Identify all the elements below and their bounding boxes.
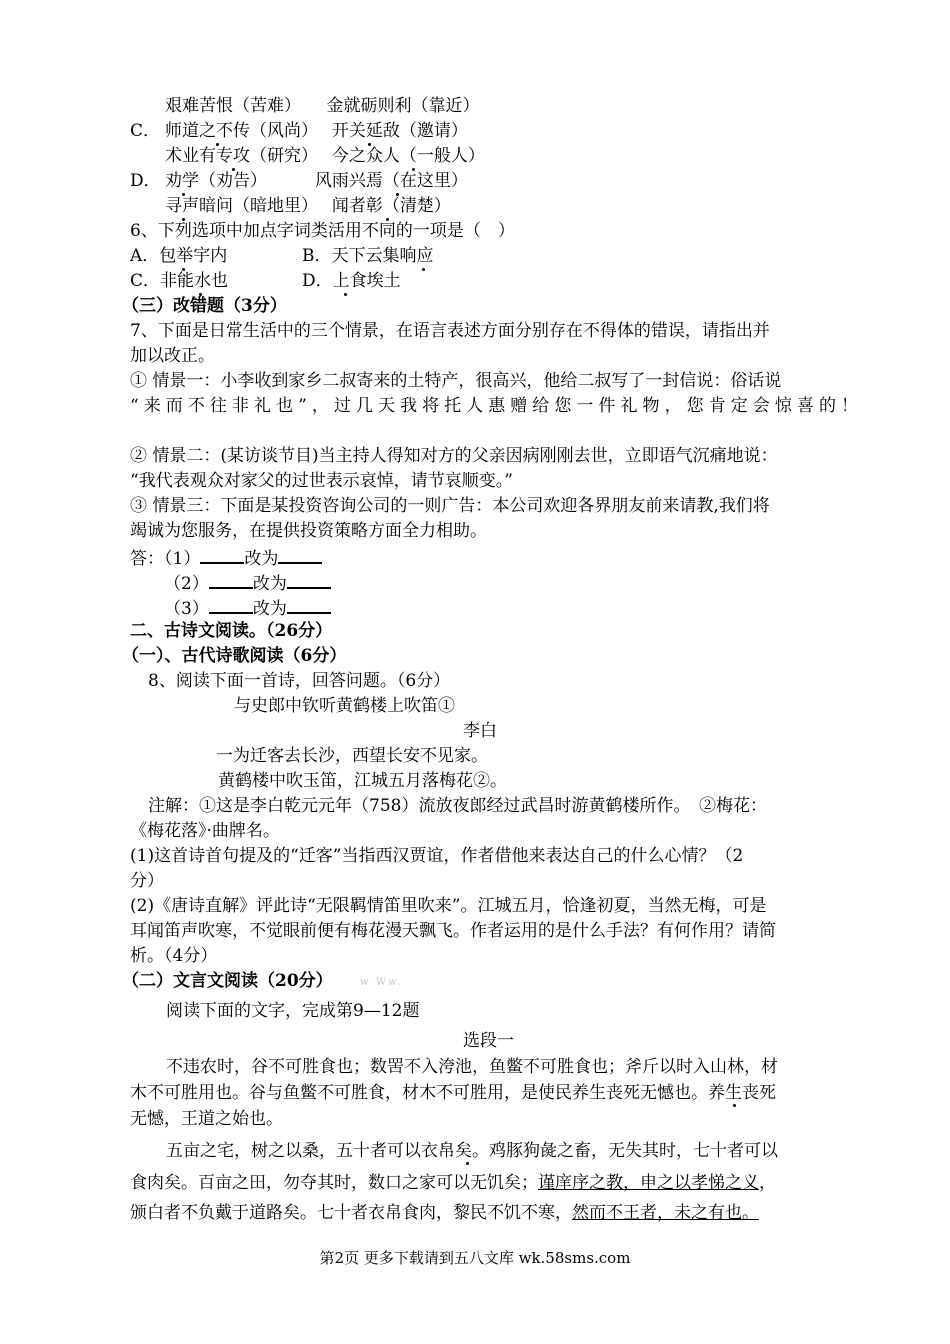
emphasis-dot — [216, 143, 219, 146]
q8-sub2-line1: (2)《唐诗直解》评此诗“无限羁情笛里吹来”。江城五月，恰逢初夏，当然无梅，可是 — [130, 896, 767, 916]
q6-stem: 6、下列选项中加点字词类活用不同的一项是（ ） — [130, 221, 515, 241]
q7-answer-row-3 — [164, 594, 331, 621]
q5-option-c-row2: 术业有专攻（研究） 今之众人（一般人） — [165, 146, 485, 166]
poem-title: 与史郎中钦听黄鹤楼上吹笛① — [234, 696, 455, 716]
answer-blank[interactable] — [287, 594, 331, 614]
prose-p2-line3-text: 颁白者不负戴于道路矣。七十者衣帛食肉，黎民不饥不寒， — [130, 1203, 572, 1223]
emphasis-dot — [368, 143, 371, 146]
q6-option-a: A．包举宇内 — [130, 246, 228, 266]
poem-author: 李白 — [463, 721, 497, 741]
prose-p2-line1: 五亩之宅，树之以桑，五十者可以衣帛矣。鸡豚狗彘之畜，无失其时，七十者可以 — [166, 1141, 778, 1161]
emphasis-dot — [466, 1162, 469, 1165]
q7-answer-row-2 — [164, 569, 331, 596]
prose-section-title: （二）文言文阅读（20分） — [122, 971, 333, 991]
answer-number: （3） — [164, 599, 209, 619]
prose-p2-line2-text: 食肉矣。百亩之田，勿夺其时，数口之家可以无饥矣； — [130, 1173, 538, 1193]
poem-line-1: 一为迁客去长沙，西望长安不见家。 — [216, 746, 488, 766]
emphasis-dot — [344, 293, 347, 296]
emphasis-dot — [412, 168, 415, 171]
emphasis-dot — [232, 168, 235, 171]
q8-sub2-line2: 耳闻笛声吹寒，不觉眼前便有梅花漫天飘飞。作者运用的是什么手法？有何作用？请简 — [130, 921, 776, 941]
q5-option-d-row2: 寻声暗问（暗地里） 闻者彰（清楚） — [165, 196, 451, 216]
part2-title: 二、古诗文阅读。（26分） — [130, 621, 333, 641]
q8-sub1-line2: 分） — [130, 871, 164, 891]
poem-note-line1: 注解：①这是李白乾元元年（758）流放夜郎经过武昌时游黄鹤楼所作。 ②梅花： — [148, 796, 767, 816]
q7-scenario1-line2: “来而不往非礼也”，过几天我将托人惠赠给您一件礼物，您肯定会惊喜的！ — [130, 396, 858, 416]
prose-p1-line3: 无憾，王道之始也。 — [130, 1109, 283, 1129]
q8-stem: 8、阅读下面一首诗，回答问题。（6分） — [148, 671, 451, 691]
prose-intro: 阅读下面的文字，完成第9—12题 — [166, 1001, 420, 1021]
answer-blank[interactable] — [209, 594, 253, 614]
q8-sub1-line1: (1)这首诗首句提及的“迁客”当指西汉贾谊，作者借他来表达自己的什么心情？（2 — [130, 846, 744, 866]
q8-sub2-line3: 析。（4分） — [130, 946, 218, 966]
q5-option-d-row1: 劝学（劝告） 风雨兴焉（在这里） — [165, 171, 468, 191]
q5-option-b-row2: 艰难苦恨（苦难） 金就砺则利（靠近） — [165, 96, 480, 116]
q7-scenario2-line2: “我代表观众对家父的过世表示哀悼，请节哀顺变。” — [130, 471, 513, 491]
emphasis-dot — [733, 1104, 736, 1107]
q7-stem-line1: 7、下面是日常生活中的三个情景，在语言表述方面分别存在不得体的错误，请指出并 — [130, 321, 770, 341]
answer-number: （1） — [164, 549, 201, 569]
poem-section-title: （一）、古代诗歌阅读（6分） — [122, 646, 347, 666]
change-to-label: 改为 — [244, 549, 279, 569]
answer-label: 答： — [130, 549, 164, 569]
q7-scenario3-line1: ③ 情景三：下面是某投资咨询公司的一则广告：本公司欢迎各界朋友前来请教,我们将 — [130, 496, 770, 516]
prose-p1-line2: 木不可胜用也。谷与鱼鳖不可胜食，材木不可胜用，是使民养生丧死无憾也。养生丧死 — [130, 1083, 776, 1103]
q7-scenario3-line2: 竭诚为您服务，在提供投资策略方面全力相助。 — [130, 521, 487, 541]
answer-blank[interactable] — [200, 544, 244, 564]
answer-blank[interactable] — [209, 569, 253, 589]
emphasis-dot — [182, 193, 185, 196]
change-to-label: 改为 — [252, 574, 287, 594]
q5-option-c-row1: 师道之不传（风尚） 开关延敌（邀请） — [165, 121, 468, 141]
q5-option-d-label: D． — [130, 171, 161, 191]
q7-scenario1-line1: ① 情景一：小李收到家乡二叔寄来的土特产，很高兴，他给二叔写了一封信说：俗话说 — [130, 371, 782, 391]
watermark: w Ww. — [360, 977, 403, 988]
answer-number: （2） — [164, 574, 209, 594]
prose-p2-line2-end: ， — [759, 1173, 776, 1193]
page-footer: 第2页 更多下载请到五八文库 wk.58sms.com — [319, 1249, 631, 1267]
q5-option-c-label: C． — [130, 121, 161, 141]
q7-scenario2-line1: ② 情景二：(某访谈节目)当主持人得知对方的父亲因病刚刚去世，立即语气沉痛地说： — [130, 446, 778, 466]
underlined-sentence: 谨庠序之教，申之以孝悌之义 — [538, 1173, 759, 1193]
prose-p1-line1: 不违农时，谷不可胜食也；数罟不入洿池，鱼鳖不可胜食也；斧斤以时入山林，材 — [166, 1057, 778, 1077]
q6-option-c: C．非能水也 — [130, 271, 229, 291]
q7-answer-row-1 — [130, 544, 322, 571]
answer-blank[interactable] — [278, 544, 322, 564]
prose-excerpt-title: 选段一 — [463, 1031, 514, 1051]
change-to-label: 改为 — [252, 599, 287, 619]
poem-line-2: 黄鹤楼中吹玉笛，江城五月落梅花②。 — [218, 771, 507, 791]
underlined-sentence: 然而不王者，未之有也。 — [572, 1203, 759, 1223]
prose-p2-line2 — [130, 1171, 776, 1195]
prose-p2-line3 — [130, 1201, 759, 1225]
poem-note-line2: 《梅花落》·曲牌名。 — [130, 821, 280, 841]
emphasis-dot — [396, 193, 399, 196]
emphasis-dot — [422, 268, 425, 271]
q7-stem-line2: 加以改正。 — [130, 346, 215, 366]
answer-blank[interactable] — [287, 569, 331, 589]
q6-option-b: B．天下云集响应 — [302, 246, 434, 266]
section-title-correction: （三）改错题（3分） — [122, 296, 287, 316]
q6-option-d: D．上食埃土 — [302, 271, 401, 291]
